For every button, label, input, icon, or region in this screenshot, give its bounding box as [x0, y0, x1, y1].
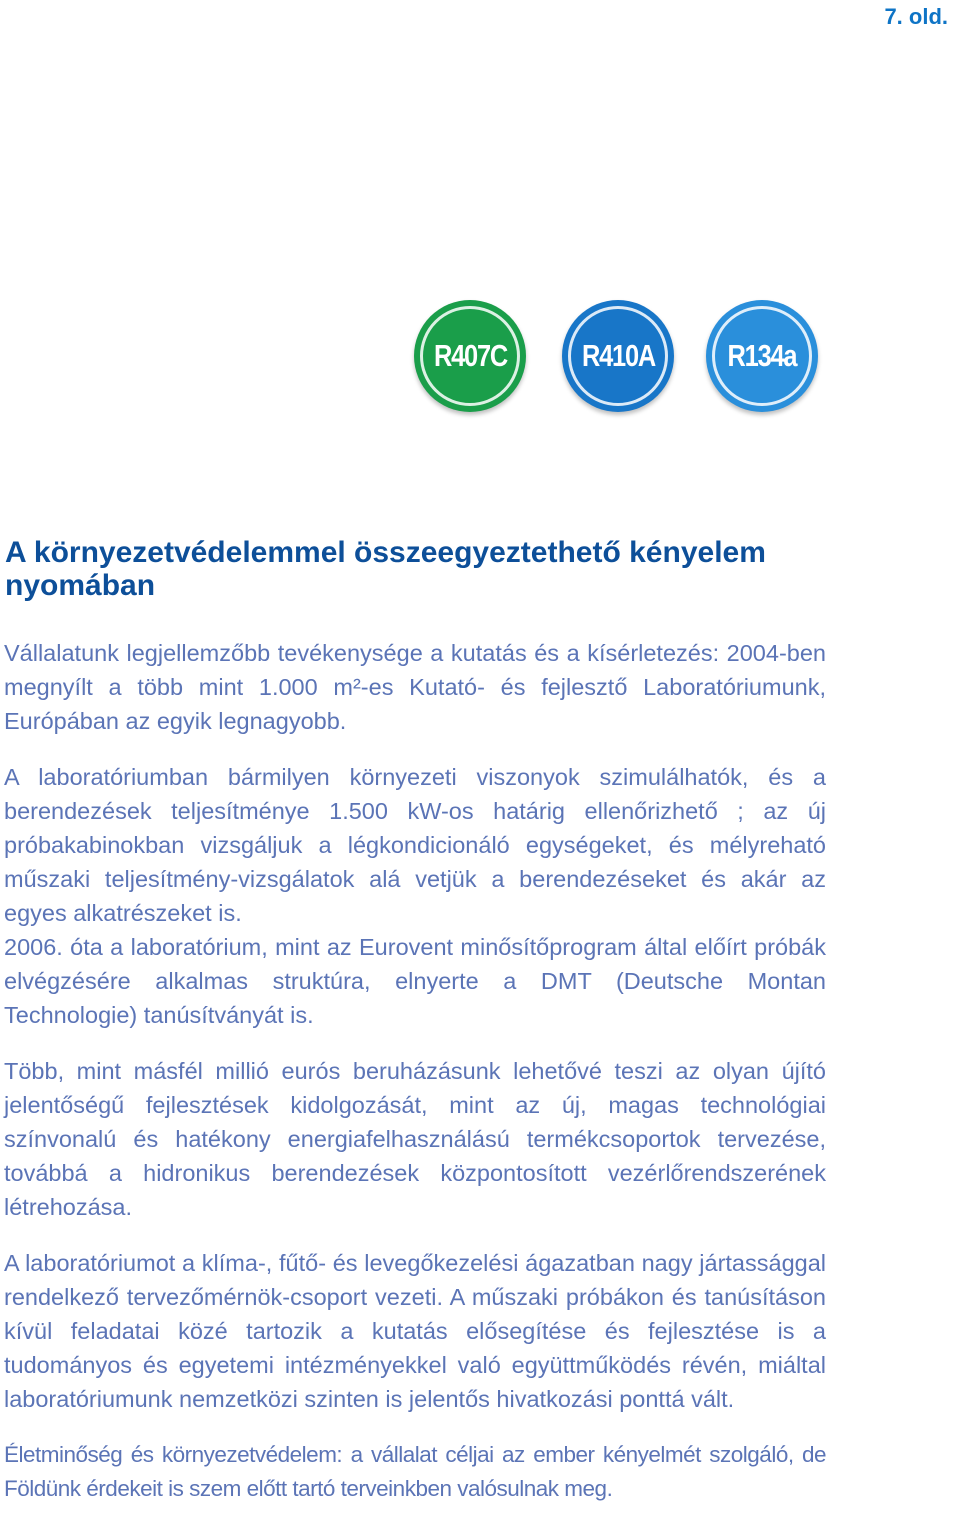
page-title: A környezetvédelemmel összeegyeztethető kényelem nyomában [5, 536, 766, 602]
badge-r134a-label: R134a [727, 338, 797, 373]
page-number: 7. old. [884, 4, 948, 29]
paragraph-investment: Több, mint másfél millió eurós beruházásunk lehetővé teszi az olyan újító jelentőségű fejlesztések kidolgozását, mint az új, magas technológiai színvonalú és hatékony energiafelhasználású termékcsoportok tervezése, továbbá a hidronikus berendezések központosított vezérlőrendszerének létrehozása. [4, 1058, 826, 1220]
paragraph-laboratory: A laboratóriumban bármilyen környezeti viszonyok szimulálhatók, és a berendezések teljesítménye 1.500 kW-os határig ellenőrizhető ; az új próbakabinokban vizsgáljuk a légkondicionáló egységeket, és mélyreható műszaki teljesítmény-vizsgálatok alá vetjük a berendezéseket és akár az egyes alkatrészeket is. [4, 764, 826, 926]
badge-r407c [414, 300, 526, 412]
paragraph-team: A laboratóriumot a klíma-, fűtő- és levegőkezelési ágazatban nagy jártassággal rendelkező tervezőmérnök-csoport vezeti. A műszaki próbákon és tanúsításon kívül feladatai közé tartozik a kutatás elősegítése és fejlesztése is a tudományos és egyetemi intézményekkel való együttműködés révén, miáltal laboratóriumunk nemzetközi szinten is jelentős hivatkozási ponttá vált. [4, 1250, 826, 1412]
body-text [4, 636, 826, 1528]
refrigerant-badges [414, 300, 830, 418]
paragraph-intro: Vállalatunk legjellemzőbb tevékenysége a kutatás és a kísérletezés: 2004-ben megnyílt a több mint 1.000 m²-es Kutató- és fejlesztő Laboratóriumunk, Európában az egyik legnagyobb. [4, 640, 826, 734]
badge-r410a [562, 300, 674, 412]
badge-r410a-label: R410A [581, 338, 655, 373]
badge-r407c-label: R407C [433, 338, 507, 373]
badge-r134a [706, 300, 818, 412]
paragraph-quality-of-life: Életminőség és környezetvédelem: a vállalat céljai az ember kényelmét szolgáló, de Földünk érdekeit is szem előtt tartó terveinkben valósulnak meg. [4, 1442, 826, 1501]
paragraph-certification: 2006. óta a laboratórium, mint az Eurovent minősítőprogram által előírt próbák elvégzésére alkalmas struktúra, elnyerte a DMT (Deutsche Montan Technologie) tanúsítványát is. [4, 934, 826, 1028]
